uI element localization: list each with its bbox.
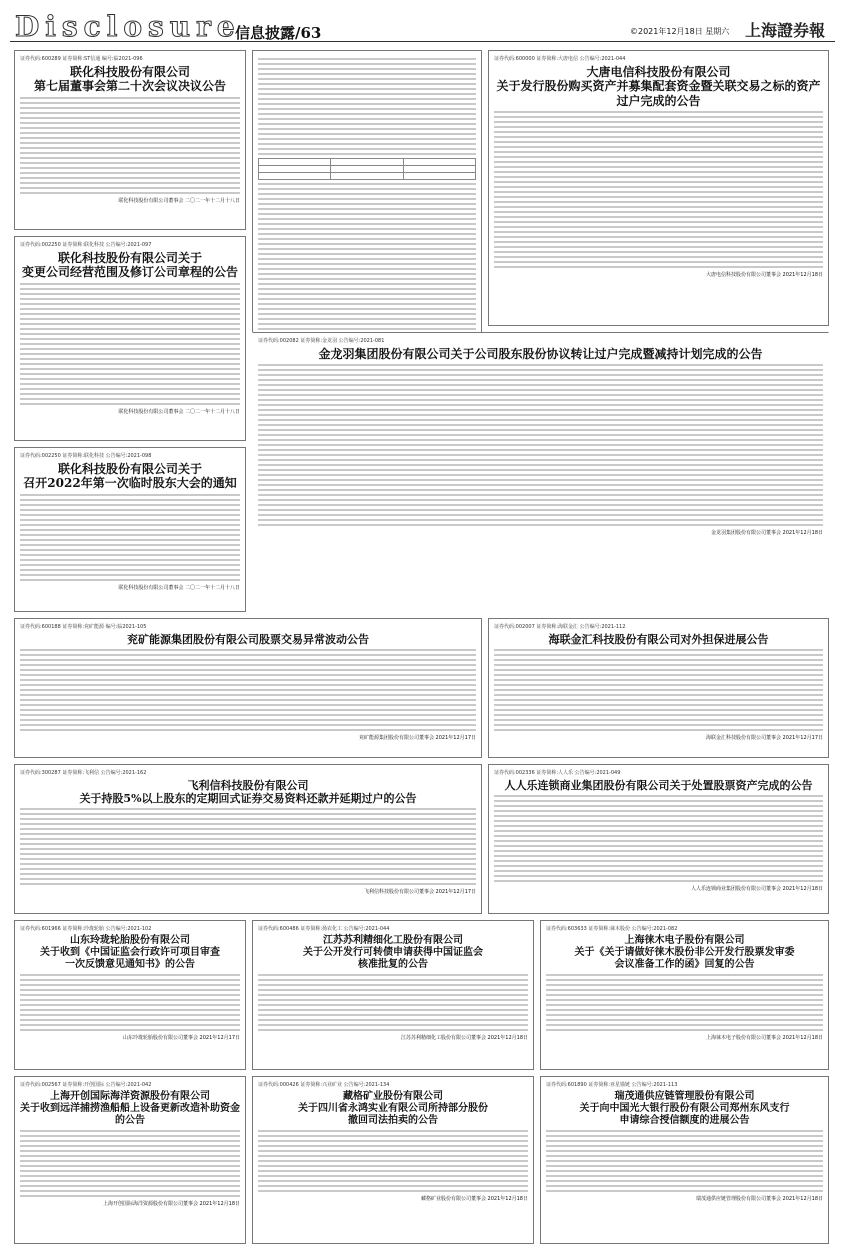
notice-signature: 上海徕木电子股份有限公司董事会 2021年12月18日 xyxy=(705,1035,823,1041)
notice-12 xyxy=(14,1076,246,1244)
notice-signature: 金龙羽集团股份有限公司董事会 2021年12月18日 xyxy=(710,530,823,537)
notice-signature: 海联金汇科技股份有限公司董事会 2021年12月17日 xyxy=(705,735,823,742)
notice-signature: 联化科技股份有限公司董事会 二〇二一年十二月十八日 xyxy=(118,197,240,204)
notice-0 xyxy=(14,50,246,230)
notice-14 xyxy=(540,1076,829,1244)
notice-signature: 山东玲珑轮胎股份有限公司董事会 2021年12月17日 xyxy=(122,1035,240,1041)
notice-title: 联化科技股份有限公司关于 变更公司经营范围及修订公司章程的公告 xyxy=(21,251,238,280)
notice-title: 联化科技股份有限公司 第七届董事会第二十次会议决议公告 xyxy=(33,65,226,94)
notice-title: 江苏苏利精细化工股份有限公司 关于公开发行可转债申请获得中国证监会 核准批复的公告 xyxy=(303,935,483,970)
notice-meta: 证券代码:002250 证券简称:联化科技 公告编号:2021-098 xyxy=(20,453,152,459)
notice-7 xyxy=(14,764,482,914)
notice-title: 海联金汇科技股份有限公司对外担保进展公告 xyxy=(548,633,769,646)
notice-meta: 证券代码:600486 证券简称:扬农化工 公告编号:2021-044 xyxy=(258,926,390,932)
notice-signature: 瑞茂通供应链管理股份有限公司董事会 2021年12月18日 xyxy=(695,1196,823,1202)
notice-6 xyxy=(488,618,829,758)
notice-2 xyxy=(14,447,246,612)
paper-name: 上海證券報 xyxy=(745,21,826,40)
notice-meta: 证券代码:002082 证券简称:金龙羽 公告编号:2021-081 xyxy=(258,338,385,344)
notice-meta: 证券代码:002007 证券简称:海联金汇 公告编号:2021-112 xyxy=(494,624,626,630)
notice-signature: 江苏苏利精细化工股份有限公司董事会 2021年12月18日 xyxy=(400,1035,528,1041)
notice-9 xyxy=(14,920,246,1070)
masthead xyxy=(10,8,835,42)
notice-meta: 证券代码:600000 证券简称:大唐电信 公告编号:2021-044 xyxy=(494,56,626,62)
notice-title: 藏格矿业股份有限公司 关于四川省永鸿实业有限公司所持部分股份 撤回司法拍卖的公告 xyxy=(298,1091,488,1126)
notice-meta: 证券代码:601890 证券简称:亚星锚链 公告编号:2021-113 xyxy=(546,1082,678,1088)
notice-signature: 上海开创国际海洋资源股份有限公司董事会 2021年12月18日 xyxy=(102,1201,240,1207)
vote-table xyxy=(258,158,476,180)
notice-3 xyxy=(488,50,829,326)
notice-title: 大唐电信科技股份有限公司 关于发行股份购买资产并募集配套资金暨关联交易之标的资产过户完成的公告 xyxy=(496,65,821,108)
notice-4 xyxy=(252,332,829,612)
notice-meta: 证券代码:002567 证券简称:开创国际 公告编号:2021-042 xyxy=(20,1082,152,1088)
notice-signature: 大唐电信科技股份有限公司董事会 2021年12月18日 xyxy=(705,272,823,279)
notice-meta: 证券代码:002336 证券简称:人人乐 公告编号:2021-049 xyxy=(494,770,621,776)
brand-logo: Disclosure xyxy=(15,10,241,43)
notice-title: 上海开创国际海洋资源股份有限公司 关于收到远洋捕捞渔船船上设备更新改造补助资金的公告 xyxy=(20,1091,240,1126)
notice-meta: 证券代码:600188 证券简称:兖矿能源 编号:临2021-105 xyxy=(20,624,147,630)
issue-date: ©2021年12月18日 星期六 xyxy=(630,27,730,36)
notice-8 xyxy=(488,764,829,914)
notice-signature: 人人乐连锁商业集团股份有限公司董事会 2021年12月18日 xyxy=(690,886,823,893)
notice-10 xyxy=(252,920,534,1070)
notice-title: 山东玲珑轮胎股份有限公司 关于收到《中国证监会行政许可项目审查 一次反馈意见通知书》的公告 xyxy=(40,935,220,970)
notice-5 xyxy=(14,618,482,758)
notice-signature: 联化科技股份有限公司董事会 二〇二一年十二月十八日 xyxy=(118,584,240,591)
notice-title: 上海徕木电子股份有限公司 关于《关于请做好徕木股份非公开发行股票发审委 会议准备工作的函》回复的公告 xyxy=(574,935,795,970)
section-title: 信息披露/63 xyxy=(235,24,322,42)
notice-1 xyxy=(14,236,246,441)
notice-title: 联化科技股份有限公司关于 召开2022年第一次临时股东大会的通知 xyxy=(23,462,237,491)
notice-meta: 证券代码:002250 证券简称:联化科技 公告编号:2021-097 xyxy=(20,242,152,248)
notice-title: 飞利信科技股份有限公司 关于持股5%以上股东的定期回式证券交易资料还款并延期过户的公告 xyxy=(79,779,417,806)
notice-13 xyxy=(252,1076,534,1244)
notice-title: 金龙羽集团股份有限公司关于公司股东股份协议转让过户完成暨减持计划完成的公告 xyxy=(318,347,763,361)
notice-signature: 飞利信科技股份有限公司董事会 2021年12月17日 xyxy=(363,889,476,896)
notice-meta: 证券代码:600289 证券简称:ST信通 编号:临2021-096 xyxy=(20,56,143,62)
notice-meta: 证券代码:603633 证券简称:徕木股份 公告编号:2021-082 xyxy=(546,926,678,932)
notice-signature: 藏格矿业股份有限公司董事会 2021年12月18日 xyxy=(420,1196,528,1202)
notice-signature: 兖矿能源集团股份有限公司董事会 2021年12月17日 xyxy=(358,735,476,742)
notice-meta: 证券代码:601966 证券简称:玲珑轮胎 公告编号:2021-102 xyxy=(20,926,152,932)
notice-signature: 联化科技股份有限公司董事会 二〇二一年十二月十八日 xyxy=(118,408,240,415)
notice-title: 兖矿能源集团股份有限公司股票交易异常波动公告 xyxy=(127,633,369,646)
notice-meta: 证券代码:000426 证券简称:兴业矿业 公告编号:2021-134 xyxy=(258,1082,390,1088)
notice-meta: 证券代码:300287 证券简称:飞利信 公告编号:2021-162 xyxy=(20,770,147,776)
notice-11 xyxy=(540,920,829,1070)
notice-title: 瑞茂通供应链管理股份有限公司 关于向中国光大银行股份有限公司郑州东风支行 申请综合授信额度的进展公告 xyxy=(579,1091,790,1126)
notice-title: 人人乐连锁商业集团股份有限公司关于处置股票资产完成的公告 xyxy=(504,779,813,792)
